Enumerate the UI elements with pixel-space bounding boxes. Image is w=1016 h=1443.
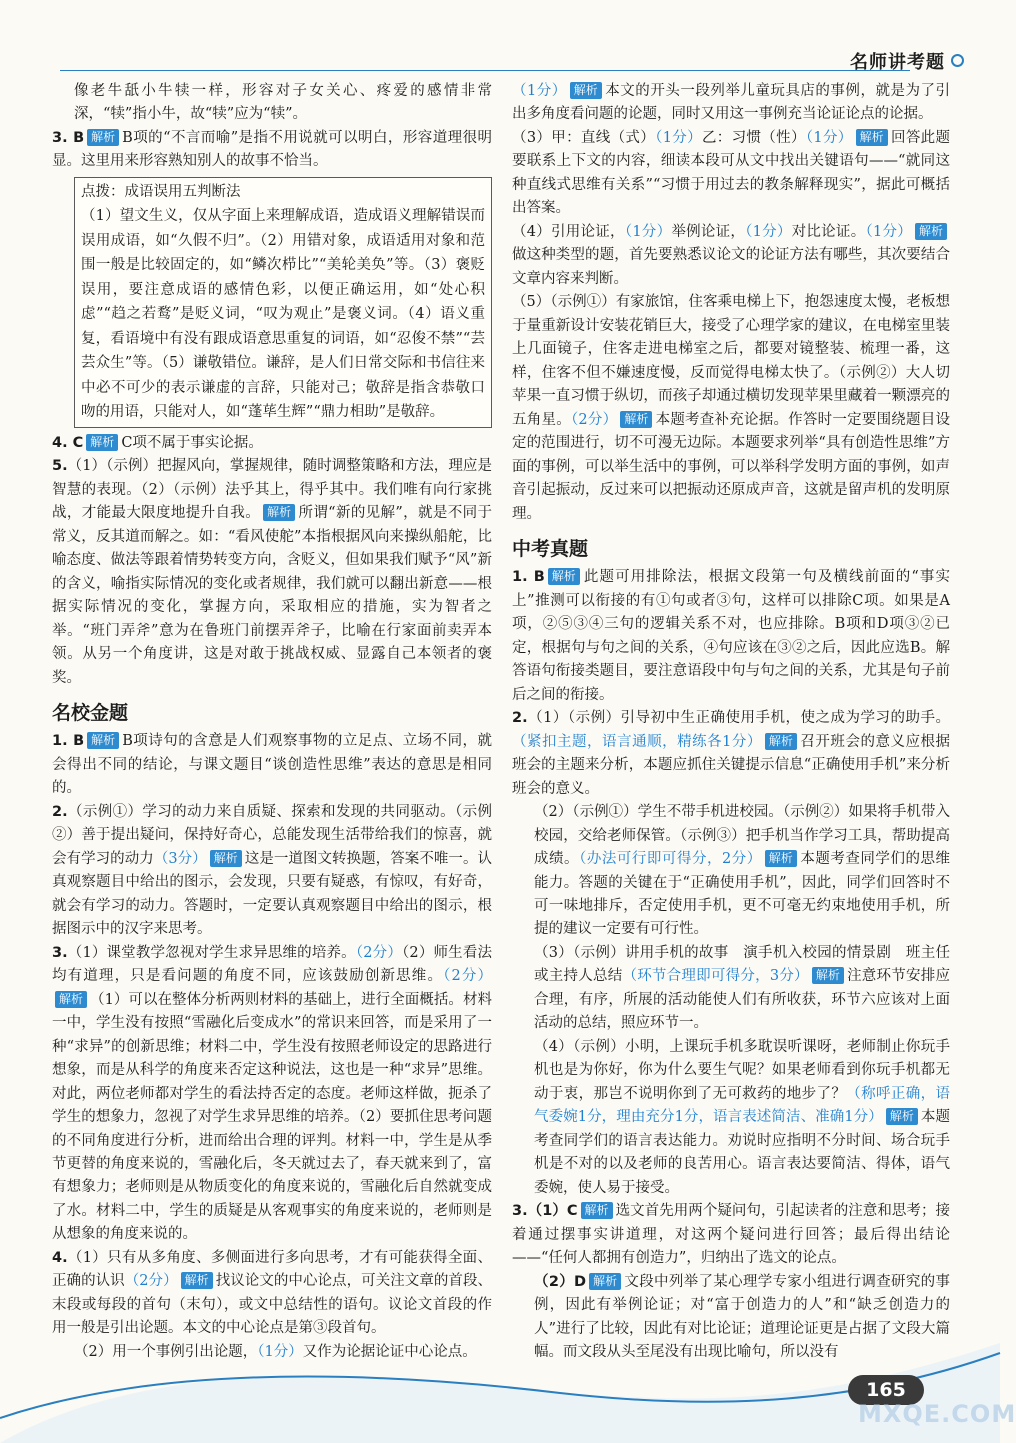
answer-text: 这是一道图文转换题，答案不唯一。认真观察题目中给出的图示，会发现，只要有疑惑，有惊叹，有好奇，就会有学习的动力。答题时，一定要认真观察题目中给出的图示，根据图示中的汉字来思考。 xyxy=(52,850,492,938)
jiexi-tag: 解析 xyxy=(55,991,87,1008)
item-number: 3. xyxy=(52,944,68,961)
answer-item xyxy=(52,801,492,942)
jiexi-tag: 解析 xyxy=(620,411,652,428)
item-number: 3. B xyxy=(52,129,85,146)
answer-text: （2）师生看法均有道理，只是看问题的角度不同，应该鼓励创新思维。 xyxy=(52,944,492,985)
item-number: 3. xyxy=(512,1203,528,1220)
jiexi-tag: 解析 xyxy=(581,1202,613,1219)
answer-text: 对比论证。 xyxy=(791,223,866,240)
answer-text: 本文的开头一段列举儿童玩具店的事例，就是为了引出多角度看问题的论题，同时又用这一事例充当论证论点的论据。 xyxy=(512,83,950,123)
jiexi-tag: 解析 xyxy=(856,129,888,146)
jiexi-tag: 解析 xyxy=(87,732,119,749)
right-column xyxy=(512,80,950,1365)
answer-text: 乙：习惯（性） xyxy=(701,129,806,146)
left-column xyxy=(52,80,492,1364)
item-number: 2. xyxy=(52,803,68,820)
jiexi-tag: 解析 xyxy=(263,504,295,521)
answer-choice: （2）D xyxy=(534,1273,587,1290)
page-number: 165 xyxy=(848,1375,924,1405)
answer-item xyxy=(52,1247,492,1341)
answer-item xyxy=(512,127,950,221)
answer-text: 找议论文的中心论点，可关注文章的首段、末段或每段的首句（末句），或文中总结性的语句。议论文首段的作用一般是引出论题。本文的中心论点是第③段首句。 xyxy=(52,1273,493,1337)
score-note: （紧扣主题，语言通顺，精练各1分） xyxy=(512,733,762,750)
jiexi-tag: 解析 xyxy=(181,1272,213,1289)
answer-text: （示例①）学习的动力来自质疑、探索和发现的共同驱动。（示例②）善于提出疑问，保持好奇心，总能发现生活带给我们的惊喜，就会有学习的动力 xyxy=(52,803,492,867)
score-note: （1分） xyxy=(865,223,912,240)
answer-item xyxy=(512,80,950,127)
score-note: （1分） xyxy=(512,83,567,99)
score-note: （环节合理即可得分，3分） xyxy=(622,968,809,985)
answer-text: 召开班会的意义应根据班会的主题来分析，本题应抓住关键提示信息“正确使用手机”来分析班会的意义。 xyxy=(512,733,950,797)
answer-item xyxy=(512,942,950,1036)
answer-item xyxy=(512,1200,950,1270)
jiexi-tag: 解析 xyxy=(87,129,119,146)
answer-item xyxy=(52,942,492,1247)
answer-item xyxy=(512,801,950,942)
jiexi-tag: 解析 xyxy=(812,967,844,984)
answer-item xyxy=(512,1036,950,1200)
answer-item xyxy=(52,127,492,174)
answer-text: 文段中列举了某心理学专家小组进行调查研究的事例，因此有举例论证；对“富于创造力的人”和“缺乏创造力的人”进行了比较，因此有对比论证；道理论证更是占据了文段大篇幅。而文段从头至尾没有出现比喻句，所以没有 xyxy=(534,1273,950,1361)
answer-text: （1）课堂教学忽视对学生求异思维的培养。 xyxy=(67,944,356,961)
answer-text: （3）（示例）讲用手机的故事 演手机入校园的情景剧 班主任或主持人总结 xyxy=(534,944,950,985)
answer-text: 本题考查补充论据。作答时一定要围绕题目设定的范围进行，切不可漫无边际。本题要求列举“具有创造性思维”方面的事例，可以举生活中的事例，可以举科学发明方面的事例，如声音引起振动，反过来可以把振动还原成声音，这就是留声机的发明原理。 xyxy=(512,411,951,522)
item-number: 4. xyxy=(52,1249,68,1266)
answer-text: B项诗句的含意是人们观察事物的立足点、立场不同，就会得出不同的结论，与课文题目“谈创造性思维”表达的意思是相同的。 xyxy=(52,733,493,797)
score-note: （2分） xyxy=(443,968,492,985)
jiexi-tag: 解析 xyxy=(570,82,602,99)
score-note: （1分） xyxy=(805,129,853,146)
score-note: （称呼正确，语气委婉1分，理由充分1分，语言表述简洁、准确1分） xyxy=(534,1085,951,1126)
jiexi-tag: 解析 xyxy=(765,733,797,750)
item-number: 1. B xyxy=(512,569,545,586)
answer-item xyxy=(512,566,950,707)
item-number: 4. C xyxy=(52,434,84,451)
watermark-text: MXQE.COM xyxy=(858,1400,1016,1428)
jiexi-tag: 解析 xyxy=(765,850,797,867)
jiexi-tag: 解析 xyxy=(548,568,580,585)
answer-text: （1）（示例）把握风向，掌握规律，随时调整策略和方法，理应是智慧的表现。（2）（示例）法乎其上，得乎其中。我们唯有向行家挑战，才能最大限度地提升自我。 xyxy=(52,458,492,522)
score-note: （1分） xyxy=(745,223,792,240)
answer-choice: （1）C xyxy=(527,1203,578,1220)
answer-item xyxy=(512,707,950,801)
answer-text: （5）（示例①）有家旅馆，住客乘电梯上下，抱怨速度太慢，老板想于量重新设计安装花销巨大，接受了心理学家的建议，在电梯室里装上几面镜子，住客走进电梯室之后，都要对镜整装、梳理一番，这样，住客不但不嫌速度慢，反而觉得电梯太快了。（示例②）大人切苹果一直习惯于纵切，而孩子却通过横切发现苹果里藏着一颗漂亮的五角星。 xyxy=(512,294,950,428)
jiexi-tag: 解析 xyxy=(915,223,947,240)
answer-item xyxy=(512,221,950,291)
answer-text: （4）引用论证， xyxy=(512,223,625,240)
answer-text: 注意环节安排应合理，有序，所展的活动能使人们有所收获，环节六应该对上面活动的总结，照应环节一。 xyxy=(534,968,951,1032)
tip-box xyxy=(74,177,492,428)
answer-text: 本题考查同学们的思维能力。答题的关键在于“正确使用手机”，因此，同学们回答时不可一味地排斥，否定使用手机，更不可毫无约束地使用手机，所提的建议一定要有可行性。 xyxy=(534,851,951,938)
answer-text: 又作为论据论证中心论点。 xyxy=(302,1343,477,1360)
header-circle-icon xyxy=(951,54,964,67)
jiexi-tag: 解析 xyxy=(210,850,242,867)
item-number: 5. xyxy=(52,458,68,475)
answer-text: 回答此题要联系上下文的内容，细读本段可从文中找出关键语句——“就同这种直线式思维有关系”“习惯于用过去的教条解释现实”，据此可概括出答案。 xyxy=(512,129,951,217)
answer-text: 此题可用排除法，根据文段第一句及横线前面的“事实上”推测可以衔接的有①句或者③句，这样可以排除C项。如果是A项，②⑤③④三句的逻辑关系不对，也应排除。B项和D项③②已定，根据句与句之间的关系，④句应该在③②之后，因此应选B。解答语句衔接类题目，要注意语段中句与句之间的关系，尤其是句子前后之间的衔接。 xyxy=(512,569,950,703)
answer-text: 举例论证， xyxy=(671,223,746,240)
answer-text: （1）只有从多角度、多侧面进行多向思考，才有可能获得全面、正确的认识 xyxy=(52,1249,492,1290)
answer-item xyxy=(52,730,492,800)
jiexi-tag: 解析 xyxy=(589,1273,621,1290)
header-rule xyxy=(60,70,910,71)
score-note: （2分） xyxy=(124,1273,178,1290)
section-heading: 中考真题 xyxy=(512,538,589,561)
answer-text: 选文首先用两个疑问句，引起读者的注意和思考；接着通过摆事实讲道理，对这两个疑问进行回答；最后得出结论——“任何人都拥有创造力”，归纳出了选文的论点。 xyxy=(512,1203,951,1267)
answer-item xyxy=(52,432,492,455)
answer-item xyxy=(512,291,950,526)
answer-text: 本题考查同学们的语言表达能力。劝说时应指明不分时间、场合玩手机是不对的以及老师的良苦用心。语言表达要简洁、得体，语气委婉，使人易于接受。 xyxy=(534,1109,950,1196)
answer-text: 像老牛舐小牛犊一样，形容对子女关心、疼爱的感情非常深，“犊”指小牛，故“犊”应为“犊”。 xyxy=(74,83,492,123)
answer-text: 所谓“新的见解”，就是不同于常义，反其道而解之。如：“看风使舵”本指根据风向来操纵船舵，比喻态度、做法等跟着情势转变方向，含贬义，但如果我们赋予“风”新的含义，喻指实际情况的变化或者规律，我们就可以翻出新意——根据实际情况的变化，掌握方向，采取相应的措施，实为智者之举。“班门弄斧”意为在鲁班门前摆弄斧子，比喻在行家面前卖弄本领。从另一个角度讲，这是对敢于挑战权威、显露自己本领者的褒奖。 xyxy=(52,505,492,686)
score-note: （2分） xyxy=(570,411,618,428)
answer-text: 做这种类型的题，首先要熟悉议论文的论证方法有哪些，其次要结合文章内容来判断。 xyxy=(512,247,950,287)
answer-text: （1）可以在整体分析两则材料的基础上，进行全面概括。材料一中，学生没有按照“雪融化后变成水”的常识来回答，而是采用了一种“求异”的创新思维；材料二中，学生没有按照老师设定的思路进行想象，而是从科学的角度来否定这种说法，这也是一种“求异”思维。对此，两位老师都对学生的看法持否定的态度。老师这样做，扼杀了学生的想象力，忽视了对学生求异思维的培养。（2）要抓住思考问题的不同角度进行分析，进而给出合理的评判。材料一中，学生是从季节更替的角度来说的，雪融化后，冬天就过去了，春天就来到了，富有想象力；老师则是从物质变化的角度来说的，雪融化后自然就变成了水。材料二中，学生的质疑是从客观事实的角度来说的，老师则是从想象的角度来说的。 xyxy=(52,991,492,1243)
score-note: （1分） xyxy=(655,129,702,146)
answer-text: （2）（示例①）学生不带手机进校园。（示例②）如果将手机带入校园，交给老师保管。（示例③）把手机当作学习工具，帮助提高成绩。 xyxy=(534,804,950,868)
tip-body: （1）望文生义，仅从字面上来理解成语，造成语义理解错误而误用成语，如“久假不归”。（2）用错对象，成语适用对象和范围一般是比较固定的，如“鳞次栉比”“美轮美奂”等。（3）褒贬误用，要注意成语的感情色彩，以便正确运用，如“处心积虑”“趋之若鹜”是贬义词，“叹为观止”是褒义词。（4）语义重复，看语境中有没有跟成语意思重复的词语，如“忍俊不禁”“芸芸众生”等。（5）谦敬错位。谦辞，是人们日常交际和书信往来中必不可少的表示谦虚的言辞，只能对己；敬辞是指含恭敬口吻的用语，只能对人，如“蓬荜生辉”“鼎力相助”是敬辞。 xyxy=(81,208,485,421)
answer-text: （4）（示例）小明，上课玩手机多耽误听课呀，老师制止你玩手机也是为你好，你为什么要生气呢？如果老师看到你玩手机都无动于衷，那岂不说明你到了无可救药的地步了？ xyxy=(534,1038,950,1102)
answer-text: C项不属于事实论据。 xyxy=(121,434,263,451)
jiexi-tag: 解析 xyxy=(886,1108,918,1125)
jiexi-tag: 解析 xyxy=(86,434,118,451)
item-number: 1. B xyxy=(52,733,85,750)
section-heading: 名校金题 xyxy=(52,702,129,725)
score-note: （1分） xyxy=(624,223,672,240)
item-number: 2. xyxy=(512,710,528,727)
answer-text: （3）甲：直线（式） xyxy=(512,129,656,146)
header-title: 名师讲考题 xyxy=(850,52,945,73)
answer-text: B项的“不言而喻”是指不用说就可以明白，形容道理很明显。这里用来形容熟知别人的故事不恰当。 xyxy=(52,129,492,170)
score-note: （1分） xyxy=(257,1343,303,1360)
score-note: （3分） xyxy=(153,850,207,867)
answer-item xyxy=(52,455,492,690)
answer-text: （2）用一个事例引出论题， xyxy=(74,1343,258,1360)
score-note: （办法可行即可得分，2分） xyxy=(579,851,762,868)
score-note: （2分） xyxy=(355,944,403,961)
page-header xyxy=(0,0,1000,78)
tip-title: 点拨：成语误用五判断法 xyxy=(81,183,241,200)
answer-text: （1）（示例）引导初中生正确使用手机，使之成为学习的助手。 xyxy=(527,710,950,727)
